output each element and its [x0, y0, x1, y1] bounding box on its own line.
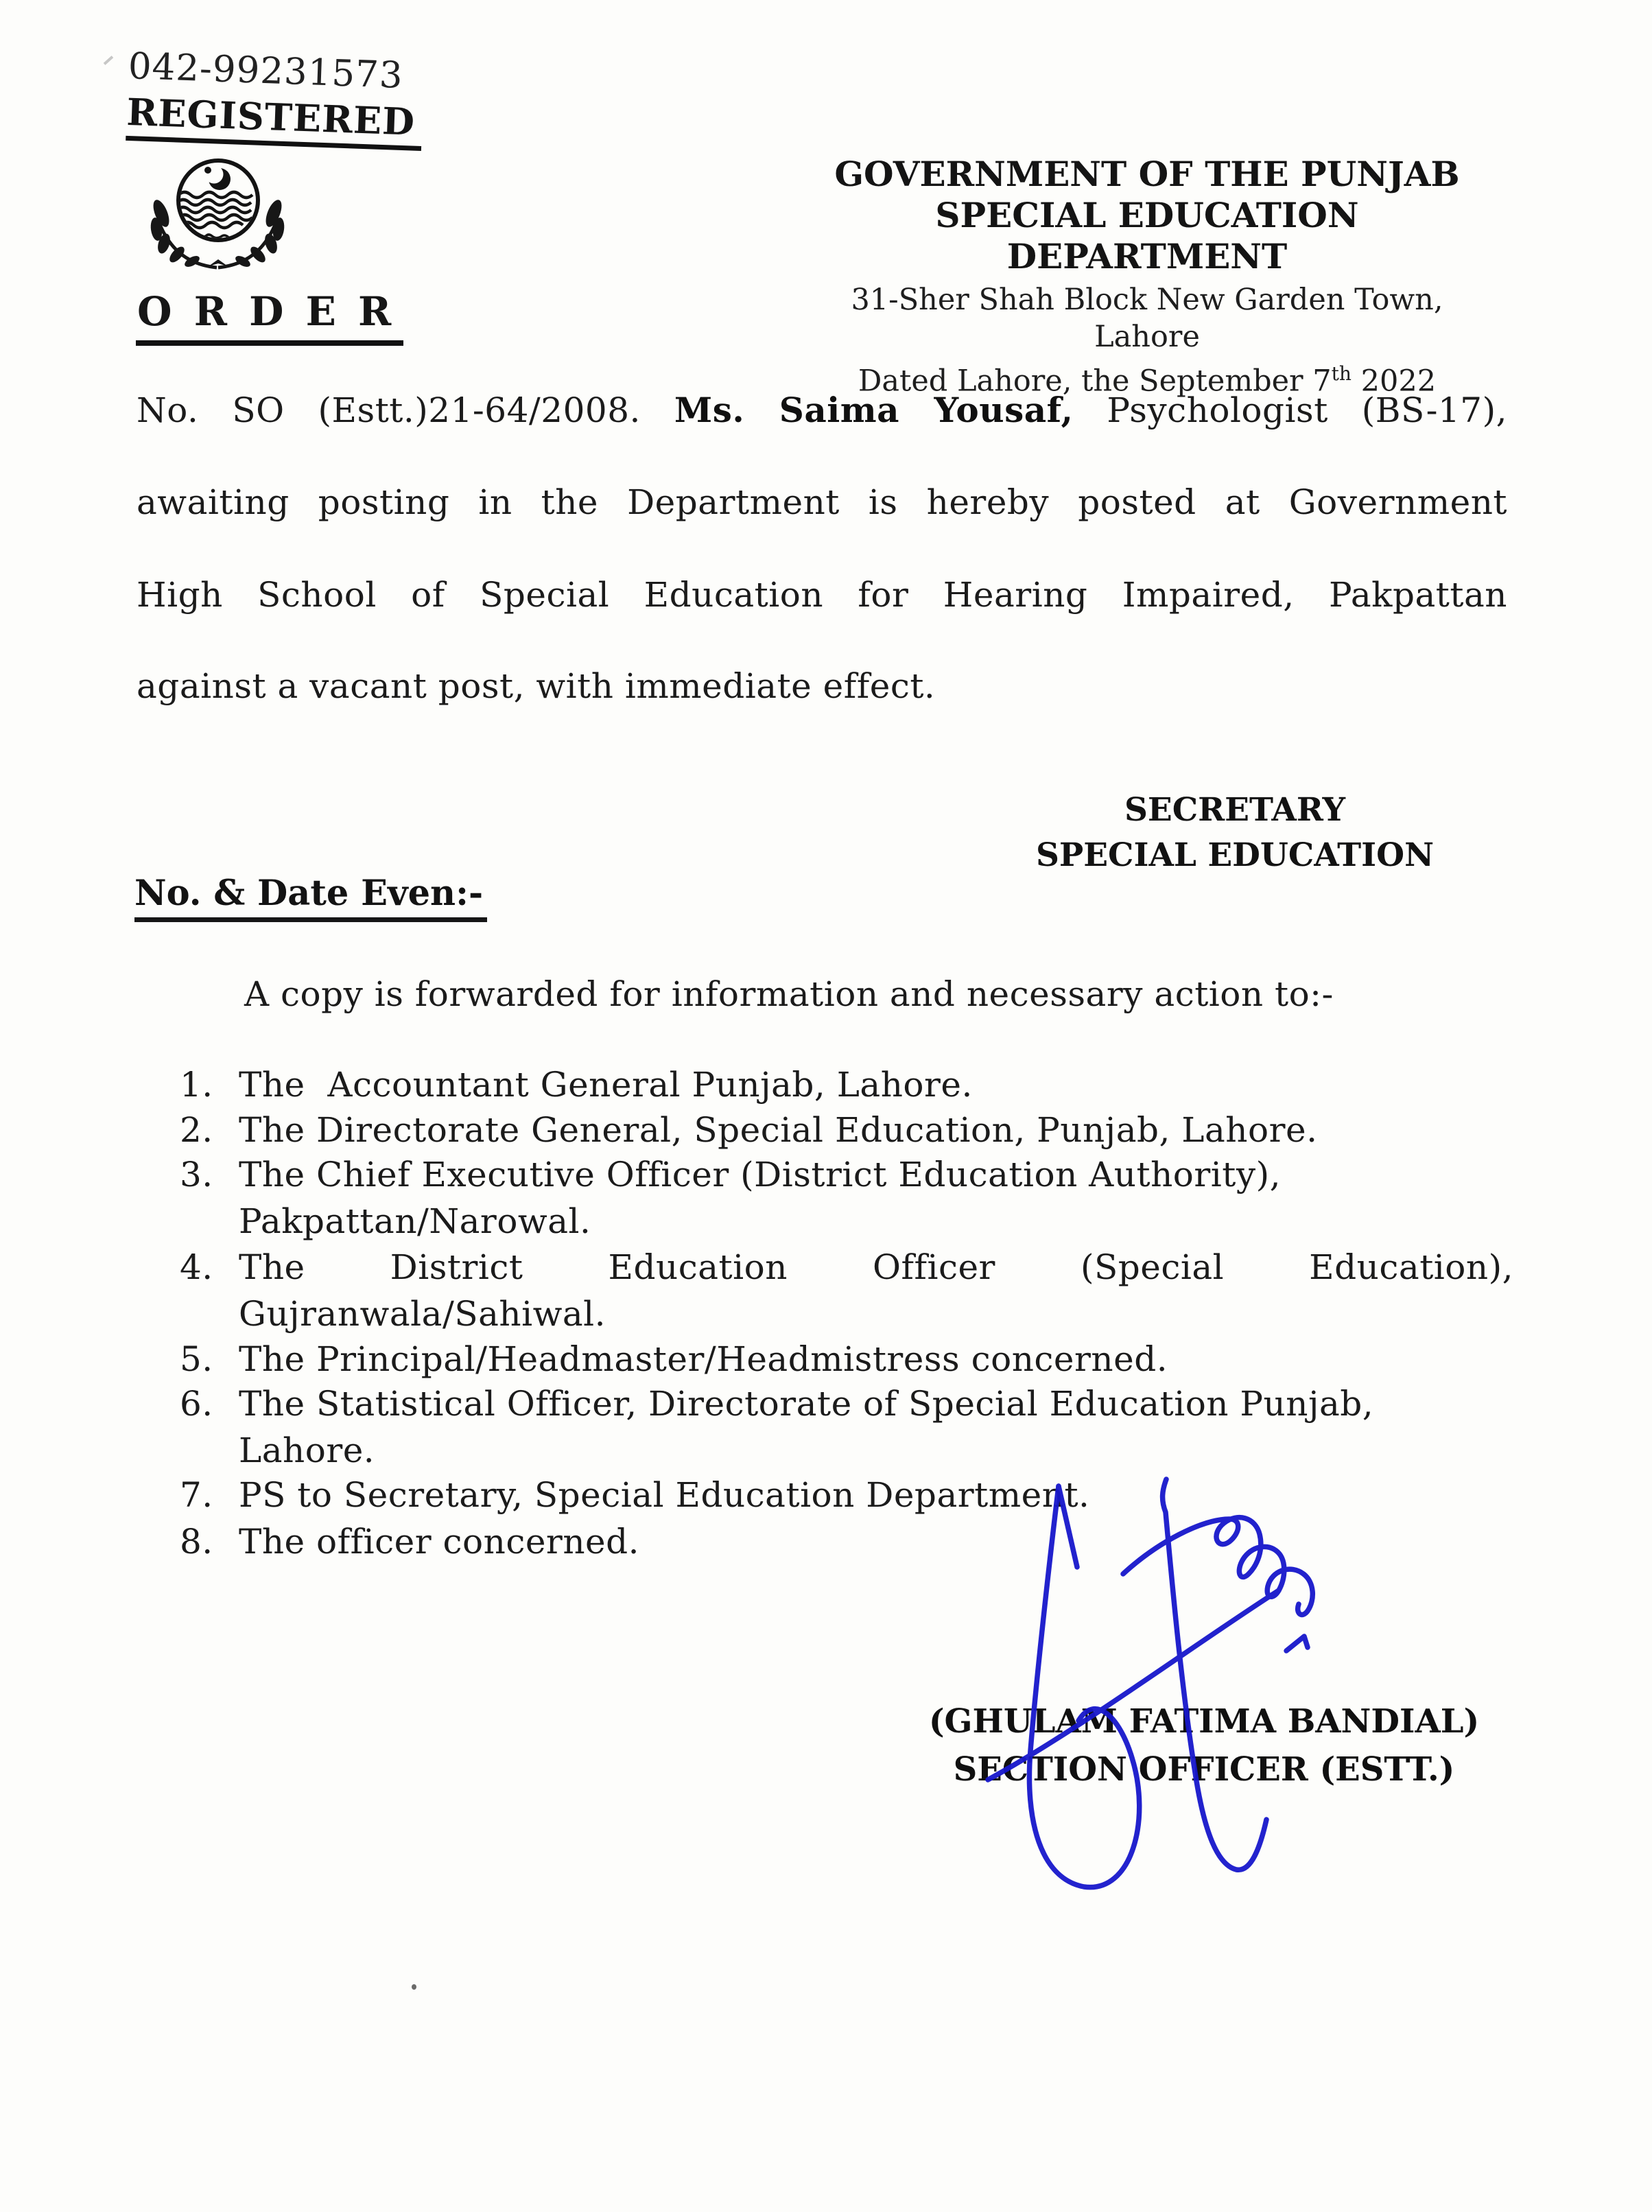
cc-list-item-continuation: Lahore.	[239, 1431, 375, 1470]
cc-list-item-continuation: Gujranwala/Sahiwal.	[239, 1294, 606, 1334]
cc-list-item: 8. The officer concerned.	[180, 1522, 640, 1562]
cc-list-item: 2. The Directorate General, Special Education, Punjab, Lahore.	[180, 1110, 1318, 1150]
punjab-government-emblem-icon	[143, 156, 292, 272]
signatory-title: SECTION OFFICER (ESTT.)	[953, 1750, 1455, 1789]
officer-designation: Psychologist (BS-17),	[1073, 390, 1508, 430]
order-body-line-1	[137, 390, 1507, 430]
cc-list-item: 6. The Statistical Officer, Directorate of Special Education Punjab,	[180, 1384, 1374, 1424]
order-body-line-2: awaiting posting in the Department is hereby posted at Government	[137, 482, 1507, 522]
department-title: SPECIAL EDUCATION DEPARTMENT	[935, 195, 1359, 276]
cc-list-item-continuation: Pakpattan/Narowal.	[239, 1201, 591, 1241]
phone-number: 042-99231573	[127, 45, 404, 97]
letter-date: Dated Lahore, the September 7th 2022	[858, 362, 1437, 399]
reference-number: No. SO (Estt.)21-64/2008.	[137, 390, 674, 430]
letterhead	[811, 154, 1483, 399]
issuing-authority-block	[998, 788, 1472, 878]
date-ordinal-suffix: th	[1331, 362, 1352, 385]
cc-list-item: 4. The District Education Officer (Special Education),	[180, 1247, 1513, 1287]
cc-list-item: 5. The Principal/Headmaster/Headmistress concerned.	[180, 1339, 1168, 1379]
authority-line-1: SECRETARY	[1124, 791, 1346, 829]
cc-list-item: 7. PS to Secretary, Special Education Department.	[180, 1475, 1090, 1515]
cc-list-item: 3. The Chief Executive Officer (District Education Authority),	[180, 1155, 1282, 1195]
handwritten-signature-icon	[969, 1476, 1367, 1902]
authority-line-2: SPECIAL EDUCATION	[1035, 836, 1435, 874]
order-body-line-3: High School of Special Education for Hearing Impaired, Pakpattan	[137, 575, 1507, 615]
signatory-name: (GHULAM FATIMA BANDIAL)	[928, 1702, 1480, 1741]
registered-mail-block	[126, 45, 424, 151]
order-heading: O R D E R	[136, 288, 403, 346]
registered-label: REGISTERED	[126, 90, 423, 151]
cc-list-item: 1. The Accountant General Punjab, Lahore.	[180, 1065, 973, 1105]
endorsement-heading: No. & Date Even:-	[134, 873, 487, 922]
ink-speck	[104, 56, 114, 65]
endorsement-intro: A copy is forwarded for information and necessary action to:-	[244, 974, 1334, 1014]
government-title: GOVERNMENT OF THE PUNJAB	[834, 154, 1460, 194]
officer-name: Ms. Saima Yousaf,	[674, 390, 1074, 430]
ink-speck	[412, 1984, 416, 1990]
order-body-line-4: against a vacant post, with immediate effect.	[137, 666, 936, 706]
department-address: 31-Sher Shah Block New Garden Town, Lahore	[851, 283, 1443, 354]
